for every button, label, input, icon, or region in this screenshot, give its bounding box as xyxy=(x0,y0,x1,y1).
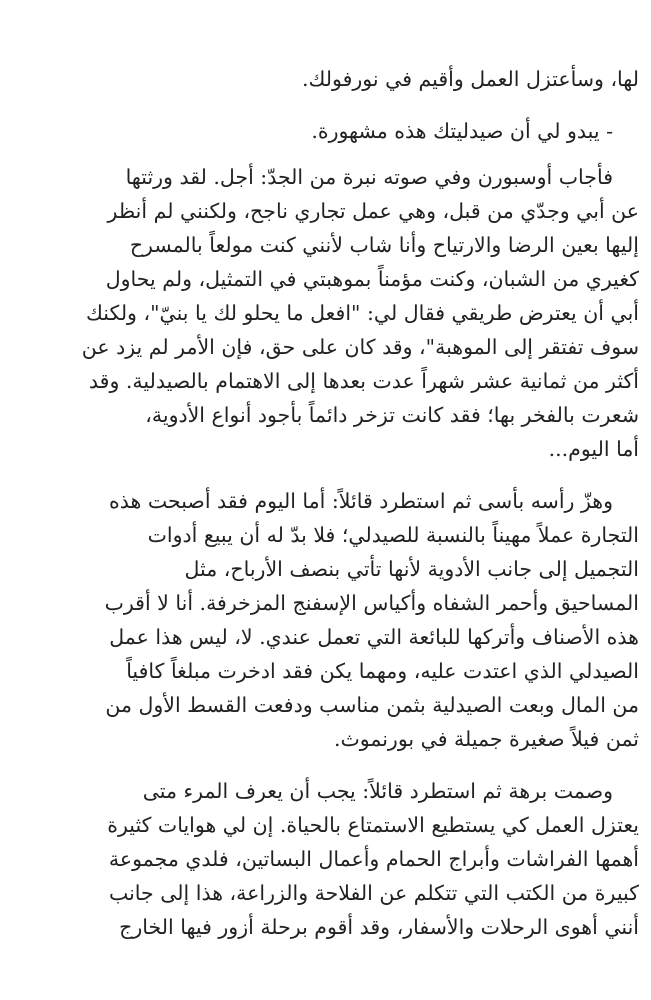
text-line: عن أبي وجدّي من قبل، وهي عمل تجاري ناجح، ولكنني لم أنظر xyxy=(107,199,639,223)
text-line: فأجاب أوسبورن وفي صوته نبرة من الجدّ: أجل. لقد ورثتها xyxy=(125,165,613,189)
text-line: هذه الأصناف وأتركها للبائعة التي تعمل عندي. لا، ليس هذا عمل xyxy=(109,625,639,649)
paragraph xyxy=(72,774,639,944)
text-line: كبيرة من الكتب التي تتكلم عن الفلاحة والزراعة، هذا إلى جانب xyxy=(108,881,639,905)
text-column xyxy=(72,62,639,962)
text-line: المساحيق وأحمر الشفاه وأكياس الإسفنج المزخرفة. أنا لا أقرب xyxy=(104,591,639,615)
text-line: الصيدلي الذي اعتدت عليه، ومهما يكن فقد ادخرت مبلغاً كافياً xyxy=(126,659,639,683)
text-line: التجميل إلى جانب الأدوية لأنها تأتي بنصف الأرباح، مثل xyxy=(184,557,639,581)
text-line: كغيري من الشبان، وكنت مؤمناً بموهبتي في التمثيل، ولم يحاول xyxy=(105,267,639,291)
text-line: أنني أهوى الرحلات والأسفار، وقد أقوم برحلة أزور فيها الخارج xyxy=(119,915,639,939)
text-line: التجارة عملاً مهيناً بالنسبة للصيدلي؛ فلا بدّ له أن يبيع أدوات xyxy=(147,523,639,547)
text-line: أما اليوم... xyxy=(548,437,639,461)
text-line: أهمها الفراشات وأبراج الحمام وأعمال البساتين، فلدي مجموعة xyxy=(108,847,639,871)
text-line: شعرت بالفخر بها؛ فقد كانت تزخر دائماً بأجود أنواع الأدوية، xyxy=(145,403,639,427)
paragraph xyxy=(72,62,639,96)
text-line: - يبدو لي أن صيدليتك هذه مشهورة. xyxy=(311,119,613,143)
text-line: وصمت برهة ثم استطرد قائلاً: يجب أن يعرف المرء متى xyxy=(142,779,613,803)
text-line: يعتزل العمل كي يستطيع الاستمتاع بالحياة. إن لي هوايات كثيرة xyxy=(107,813,639,837)
text-line: لها، وسأعتزل العمل وأقيم في نورفولك. xyxy=(301,67,639,91)
text-line: أبي أن يعترض طريقي فقال لي: "افعل ما يحلو لك يا بنيّ"، ولكنك xyxy=(86,301,639,325)
text-line: وهزّ رأسه بأسى ثم استطرد قائلاً: أما اليوم فقد أصبحت هذه xyxy=(109,489,613,513)
text-line: إليها بعين الرضا والارتياح وأنا شاب لأنني كنت مولعاً بالمسرح xyxy=(129,233,639,257)
text-line: من المال وبعت الصيدلية بثمن مناسب ودفعت القسط الأول من xyxy=(105,693,639,717)
text-line: سوف تفتقر إلى الموهبة"، وقد كان على حق، فإن الأمر لم يزد عن xyxy=(81,335,639,359)
text-line: أكثر من ثمانية عشر شهراً عدت بعدها إلى الاهتمام بالصيدلية. وقد xyxy=(88,369,639,393)
paragraph xyxy=(72,484,639,756)
paragraph xyxy=(72,160,639,466)
text-line: ثمن فيلاً صغيرة جميلة في بورنموث. xyxy=(333,727,639,751)
paragraph xyxy=(72,114,639,148)
